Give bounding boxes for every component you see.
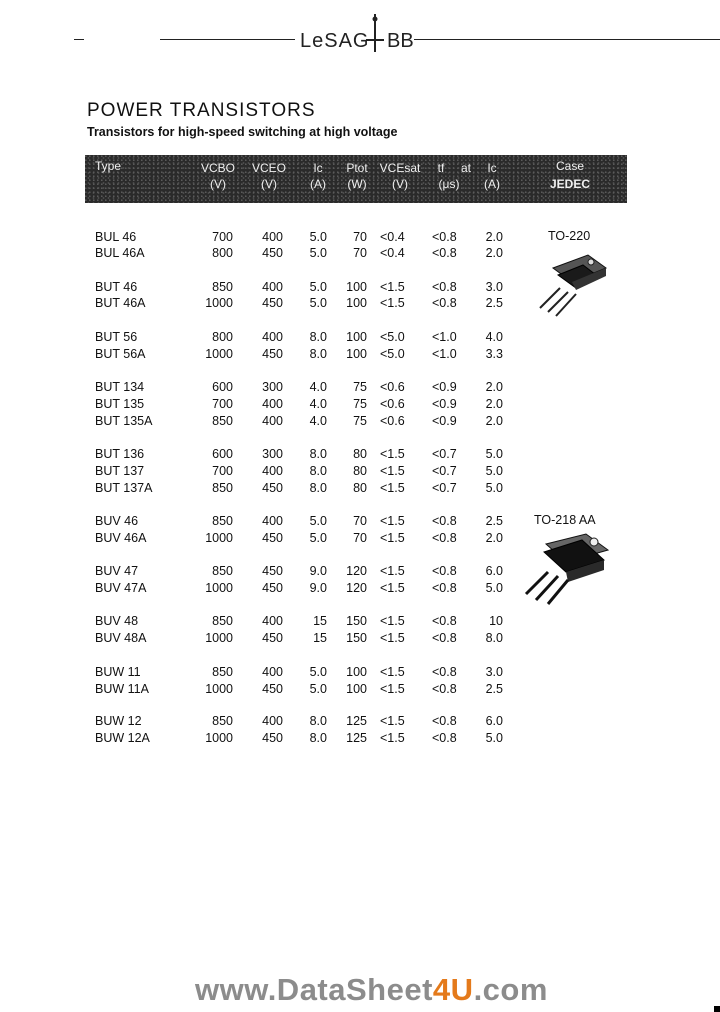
cell-tf: <0.8 [432, 731, 457, 745]
col-tf: tf [437, 161, 445, 175]
cell-tf: <0.9 [432, 414, 457, 428]
cell-ic: 9.0 [309, 564, 327, 578]
cell-vcbo: 1000 [205, 682, 233, 696]
cell-ic2: 2.5 [485, 514, 503, 528]
col-ic2-unit: (A) [484, 177, 500, 191]
corner-mark [714, 1006, 720, 1012]
cell-tf: <0.8 [432, 665, 457, 679]
cell-vcesat: <1.5 [380, 481, 405, 495]
cell-type: BUT 135 [95, 397, 145, 411]
cell-ic2: 3.3 [485, 347, 503, 361]
cell-vcesat: <1.5 [380, 447, 405, 461]
cell-type: BUT 137 [95, 464, 145, 478]
cell-vcbo: 1000 [205, 531, 233, 545]
cell-type: BUV 48A [95, 631, 147, 645]
cell-vceo: 300 [262, 447, 283, 461]
cell-ptot: 100 [346, 296, 367, 310]
cell-ic2: 2.0 [485, 414, 503, 428]
cell-tf: <0.8 [432, 714, 457, 728]
cell-type: BUV 46A [95, 531, 147, 545]
table-row [0, 414, 720, 431]
table-row [0, 464, 720, 481]
cell-vceo: 400 [262, 514, 283, 528]
cell-type: BUT 135A [95, 414, 153, 428]
cell-vcbo: 850 [212, 564, 233, 578]
cell-ic: 8.0 [309, 330, 327, 344]
cell-tf: <0.8 [432, 230, 457, 244]
col-vcesat: VCEsat [379, 161, 421, 175]
header-rule-left [160, 39, 295, 40]
cell-type: BUW 12A [95, 731, 150, 745]
cell-ic2: 8.0 [485, 631, 503, 645]
cell-ic: 8.0 [309, 447, 327, 461]
cell-tf: <0.8 [432, 614, 457, 628]
cell-tf: <0.8 [432, 246, 457, 260]
cell-vceo: 400 [262, 665, 283, 679]
cell-vcbo: 1000 [205, 731, 233, 745]
cell-vcesat: <1.5 [380, 682, 405, 696]
cell-vceo: 450 [262, 481, 283, 495]
cell-ic2: 4.0 [485, 330, 503, 344]
page-title: POWER TRANSISTORS [87, 100, 316, 121]
col-vcbo-label: VCBO [200, 161, 235, 175]
cell-type: BUT 46 [95, 280, 138, 294]
cell-ptot: 100 [346, 665, 367, 679]
cell-type: BUT 46A [95, 296, 146, 310]
header-rule-right [414, 39, 720, 40]
cell-vcbo: 850 [212, 481, 233, 495]
table-row [0, 447, 720, 464]
cell-ic2: 5.0 [485, 464, 503, 478]
cell-vceo: 400 [262, 397, 283, 411]
to218-package-icon [516, 532, 616, 607]
cell-vcesat: <1.5 [380, 581, 405, 595]
cell-vcbo: 700 [212, 230, 233, 244]
cell-type: BUT 137A [95, 481, 153, 495]
cell-ic: 4.0 [309, 414, 327, 428]
cell-vcesat: <1.5 [380, 514, 405, 528]
table-row [0, 380, 720, 397]
cell-vceo: 450 [262, 682, 283, 696]
cell-vcesat: <1.5 [380, 665, 405, 679]
footer-watermark[interactable] [195, 972, 548, 1008]
cell-vcbo: 850 [212, 614, 233, 628]
cell-vcesat: <1.5 [380, 464, 405, 478]
cell-type: BUW 11A [95, 682, 149, 696]
cell-ptot: 125 [346, 714, 367, 728]
cell-type: BUV 47A [95, 581, 147, 595]
cell-ptot: 100 [346, 330, 367, 344]
cell-ic: 5.0 [309, 230, 327, 244]
cell-vcesat: <1.5 [380, 714, 405, 728]
cell-vcbo: 700 [212, 397, 233, 411]
cell-ptot: 100 [346, 280, 367, 294]
cell-ic: 15 [313, 631, 327, 645]
cell-vcesat: <1.5 [380, 614, 405, 628]
case-label-to218: TO-218 AA [534, 513, 596, 527]
table-row [0, 731, 720, 748]
cell-ic2: 2.0 [485, 230, 503, 244]
cell-type: BUL 46A [95, 246, 145, 260]
cell-tf: <0.7 [432, 481, 457, 495]
col-case-std: JEDEC [549, 177, 590, 191]
cell-vcbo: 850 [212, 514, 233, 528]
cell-tf: <0.7 [432, 447, 457, 461]
cell-ic2: 2.5 [485, 296, 503, 310]
cell-tf: <0.9 [432, 380, 457, 394]
cell-vceo: 400 [262, 714, 283, 728]
col-tf-at: at [460, 161, 471, 175]
table-row [0, 481, 720, 498]
cell-vcbo: 1000 [205, 631, 233, 645]
brand-left: LeSAG [300, 30, 370, 52]
cell-ic: 8.0 [309, 714, 327, 728]
footer-prefix: www.DataSheet [195, 972, 433, 1007]
cell-vcesat: <0.4 [380, 230, 405, 244]
cell-vcbo: 1000 [205, 581, 233, 595]
cell-vceo: 400 [262, 464, 283, 478]
cell-ic: 4.0 [309, 380, 327, 394]
cell-ic: 15 [313, 614, 327, 628]
col-ic2: Ic [487, 161, 497, 175]
cell-vcesat: <1.5 [380, 631, 405, 645]
cell-vcbo: 700 [212, 464, 233, 478]
cell-vcesat: <1.5 [380, 280, 405, 294]
cell-ic2: 5.0 [485, 581, 503, 595]
cell-ptot: 75 [353, 397, 367, 411]
brand-right: BB [387, 30, 414, 52]
cell-vcesat: <5.0 [380, 347, 405, 361]
cell-tf: <0.9 [432, 397, 457, 411]
col-case: Case [555, 159, 584, 173]
col-vceo-unit: (V) [261, 177, 277, 191]
cell-tf: <0.8 [432, 531, 457, 545]
cell-vceo: 450 [262, 631, 283, 645]
cell-type: BUT 56A [95, 347, 146, 361]
cell-tf: <0.8 [432, 514, 457, 528]
cell-vcesat: <1.5 [380, 564, 405, 578]
to220-package-icon [528, 250, 618, 320]
cell-vcesat: <1.5 [380, 296, 405, 310]
cell-ic: 4.0 [309, 397, 327, 411]
cell-tf: <0.8 [432, 631, 457, 645]
cell-ic2: 2.0 [485, 380, 503, 394]
table-row [0, 514, 720, 531]
cell-tf: <0.8 [432, 581, 457, 595]
cell-type: BUW 12 [95, 714, 142, 728]
cell-vceo: 400 [262, 330, 283, 344]
cell-vcesat: <0.6 [380, 397, 405, 411]
cell-ptot: 100 [346, 347, 367, 361]
cell-ic: 8.0 [309, 481, 327, 495]
cell-ic: 5.0 [309, 514, 327, 528]
cell-ic2: 5.0 [485, 447, 503, 461]
cell-ic2: 2.0 [485, 397, 503, 411]
cell-tf: <0.8 [432, 682, 457, 696]
cell-ic: 8.0 [309, 464, 327, 478]
cell-vcesat: <5.0 [380, 330, 405, 344]
cell-ic: 5.0 [309, 246, 327, 260]
cell-type: BUW 11 [95, 665, 141, 679]
cell-tf: <0.8 [432, 564, 457, 578]
cell-ic2: 5.0 [485, 481, 503, 495]
cell-ptot: 80 [353, 447, 367, 461]
cell-vcesat: <1.5 [380, 531, 405, 545]
cell-tf: <1.0 [432, 330, 457, 344]
table-row [0, 714, 720, 731]
cell-vceo: 400 [262, 230, 283, 244]
cell-ptot: 70 [353, 531, 367, 545]
cell-ptot: 75 [353, 414, 367, 428]
cell-vcbo: 850 [212, 665, 233, 679]
cell-vceo: 400 [262, 280, 283, 294]
table-row [0, 682, 720, 699]
cell-vcesat: <0.6 [380, 380, 405, 394]
col-ic: Ic [313, 161, 323, 175]
cell-ic2: 3.0 [485, 665, 503, 679]
cell-ic2: 3.0 [485, 280, 503, 294]
cell-ptot: 125 [346, 731, 367, 745]
footer-suffix: .com [473, 972, 548, 1007]
cell-ic: 5.0 [309, 280, 327, 294]
cell-ic: 9.0 [309, 581, 327, 595]
cell-ic: 5.0 [309, 296, 327, 310]
cell-ic2: 5.0 [485, 731, 503, 745]
cell-ptot: 120 [346, 581, 367, 595]
cell-type: BUT 136 [95, 447, 145, 461]
table-row [0, 230, 720, 247]
cell-ic2: 2.0 [485, 246, 503, 260]
cell-ic: 5.0 [309, 665, 327, 679]
cell-ic2: 10 [489, 614, 503, 628]
col-vcesat-unit: (V) [392, 177, 408, 191]
cell-type: BUL 46 [95, 230, 137, 244]
cell-tf: <0.8 [432, 280, 457, 294]
cell-tf: <0.8 [432, 296, 457, 310]
table-row [0, 631, 720, 648]
cell-ptot: 70 [353, 246, 367, 260]
cell-ic2: 2.5 [485, 682, 503, 696]
cell-ptot: 80 [353, 464, 367, 478]
cell-vcesat: <0.4 [380, 246, 405, 260]
cell-type: BUT 56 [95, 330, 138, 344]
cell-tf: <0.7 [432, 464, 457, 478]
cell-vceo: 400 [262, 414, 283, 428]
cell-vcbo: 850 [212, 714, 233, 728]
cell-ic2: 2.0 [485, 531, 503, 545]
col-tf-unit: (μs) [438, 177, 460, 191]
cell-ptot: 120 [346, 564, 367, 578]
cell-ptot: 100 [346, 682, 367, 696]
cell-vcbo: 800 [212, 330, 233, 344]
cell-ptot: 75 [353, 380, 367, 394]
table-header [85, 155, 627, 203]
cell-vcbo: 1000 [205, 296, 233, 310]
cell-vceo: 300 [262, 380, 283, 394]
col-ptot-unit: (W) [347, 177, 367, 191]
col-ptot: Ptot [346, 161, 368, 175]
table-row [0, 665, 720, 682]
cell-vceo: 400 [262, 614, 283, 628]
cell-type: BUV 47 [95, 564, 139, 578]
cell-vceo: 450 [262, 581, 283, 595]
cell-ic: 8.0 [309, 731, 327, 745]
cell-type: BUV 48 [95, 614, 139, 628]
cell-vceo: 450 [262, 731, 283, 745]
cell-ptot: 150 [346, 614, 367, 628]
cell-vcbo: 600 [212, 447, 233, 461]
cell-vcesat: <1.5 [380, 731, 405, 745]
cell-vcbo: 1000 [205, 347, 233, 361]
col-vceo: VCEO [251, 161, 286, 175]
header-dash-left [74, 39, 84, 40]
cell-ic: 8.0 [309, 347, 327, 361]
cell-ic: 5.0 [309, 682, 327, 696]
cell-vcesat: <0.6 [380, 414, 405, 428]
cell-vceo: 450 [262, 246, 283, 260]
cell-vceo: 450 [262, 296, 283, 310]
cell-ptot: 70 [353, 514, 367, 528]
cell-vceo: 450 [262, 564, 283, 578]
table-row [0, 330, 720, 347]
cell-vcbo: 600 [212, 380, 233, 394]
cell-ic2: 6.0 [485, 564, 503, 578]
footer-num: 4U [432, 972, 474, 1007]
cell-ic: 5.0 [309, 531, 327, 545]
page-subtitle: Transistors for high-speed switching at high voltage [87, 125, 398, 139]
table-row [0, 397, 720, 414]
cell-ptot: 150 [346, 631, 367, 645]
col-ic-unit: (A) [310, 177, 326, 191]
cell-type: BUV 46 [95, 514, 139, 528]
cell-vceo: 450 [262, 347, 283, 361]
cell-ic2: 6.0 [485, 714, 503, 728]
cell-ptot: 70 [353, 230, 367, 244]
cell-vcbo: 800 [212, 246, 233, 260]
col-vcbo [200, 161, 236, 175]
cell-tf: <1.0 [432, 347, 457, 361]
cell-ptot: 80 [353, 481, 367, 495]
col-type: Type [95, 159, 122, 173]
cell-vcbo: 850 [212, 414, 233, 428]
cell-vcbo: 850 [212, 280, 233, 294]
col-vcbo-unit: (V) [210, 177, 226, 191]
cell-vceo: 450 [262, 531, 283, 545]
cell-type: BUT 134 [95, 380, 145, 394]
case-label-to220: TO-220 [548, 229, 591, 243]
table-row [0, 614, 720, 631]
table-row [0, 347, 720, 364]
brand-mark-icon [362, 14, 388, 54]
